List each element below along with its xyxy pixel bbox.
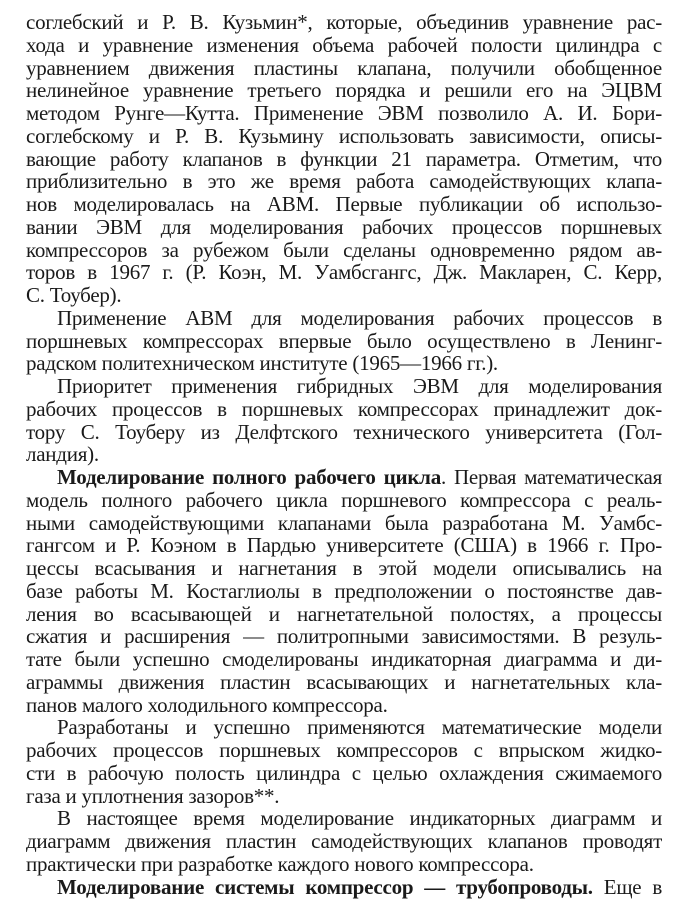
line-text: . Первая математическая (440, 465, 662, 489)
line-text: тате были успешно смоделированы индикаторная диаграмма и ди- (26, 647, 662, 671)
line-text: тору С. Тоуберу из Делфтского технического университета (Гол- (26, 419, 662, 444)
line-text: соглебскому и Р. В. Кузьмину использовать зависимости, описы- (26, 123, 662, 148)
text-line (26, 421, 662, 444)
line-text: поршневых компрессорах впервые было осуществлено в Ленинг- (26, 328, 662, 353)
line-text: нелинейное уравнение третьего порядка и решили его на ЭЦВМ (26, 78, 662, 103)
text-line (26, 671, 662, 694)
line-text: Еще в (592, 874, 662, 899)
text-line (26, 398, 662, 421)
line-text: нов моделировалась на АВМ. Первые публикации об использо- (26, 192, 662, 216)
text-line (26, 352, 662, 375)
line-text: уравнением движения пластины клапана, получили обобщенное (26, 55, 662, 80)
text-line (26, 193, 662, 216)
line-text: ными самодействующими клапанами была разработана М. Уамбс- (26, 510, 662, 535)
line-text: Разработаны и успешно применяются математические модели (57, 715, 662, 740)
text-line (26, 261, 662, 284)
text-line (26, 284, 662, 307)
text-line (26, 625, 662, 648)
text-line (26, 739, 662, 762)
text-line (26, 489, 662, 512)
line-text: Приоритет применения гибридных ЭВМ для моделирования (57, 374, 662, 398)
text-line (26, 694, 662, 717)
text-line (26, 603, 662, 626)
line-text: методом Рунге—Кутта. Применение ЭВМ позволило А. И. Бори- (26, 101, 662, 125)
text-line (26, 102, 662, 125)
line-text: рабочих процессов в поршневых компрессорах принадлежит док- (26, 396, 662, 421)
line-text: сти в рабочую полость цилиндра с целью охлаждения сжимаемого (26, 760, 662, 785)
text-line (26, 170, 662, 193)
line-text: хода и уравнение изменения объема рабочей полости цилиндра с (26, 32, 662, 57)
text-line (26, 853, 662, 876)
document-page (26, 11, 662, 898)
section-heading: Моделирование системы компрессор — трубопроводы. (57, 874, 593, 899)
line-text: рабочих процессов поршневых компрессоров с впрыском жидко- (26, 738, 662, 762)
text-line (26, 648, 662, 671)
text-line (26, 785, 662, 808)
line-text: сжатия и расширения — политропными зависимостями. В резуль- (26, 624, 662, 649)
text-line (26, 11, 662, 34)
line-text: торов в 1967 г. (Р. Коэн, М. Уамбсгангс, Дж. Макларен, С. Керр, (26, 260, 662, 285)
line-text: диаграмм движения пластин самодействующих клапанов проводят (26, 829, 662, 853)
line-text: компрессоров за рубежом были сделаны одновременно рядом ав- (26, 237, 662, 262)
text-line (26, 807, 662, 830)
text-line (26, 216, 662, 239)
text-line (26, 762, 662, 785)
line-text: аграммы движения пластин всасывающих и нагнетательных кла- (26, 669, 662, 694)
text-line (26, 239, 662, 262)
line-text: базе работы М. Костаглиолы в предположении о постоянстве дав- (26, 578, 662, 603)
text-line (26, 466, 662, 489)
text-line (26, 34, 662, 57)
line-text: практически при разработке каждого нового компрессора. (26, 851, 534, 876)
line-text: гангсом и Р. Коэном в Пардью университете (США) в 1966 г. Про- (26, 533, 662, 558)
line-text: Применение АВМ для моделирования рабочих процессов в (57, 305, 662, 330)
text-line (26, 148, 662, 171)
line-text: радском политехническом институте (1965—1966 гг.). (26, 351, 498, 376)
line-text: панов малого холодильного компрессора. (26, 692, 388, 717)
text-line (26, 375, 662, 398)
line-text: соглебский и Р. В. Кузьмин*, которые, объединив уравнение рас- (26, 10, 662, 34)
line-text: ления во всасывающей и нагнетательной полостях, а процессы (26, 601, 662, 626)
line-text: цессы всасывания и нагнетания в этой модели описывались на (26, 556, 662, 580)
line-text: газа и уплотнения зазоров**. (26, 783, 280, 808)
line-text: вании ЭВМ для моделирования рабочих процессов поршневых (26, 214, 662, 239)
line-text: модель полного рабочего цикла поршневого компрессора с реаль- (26, 487, 662, 512)
text-line (26, 330, 662, 353)
line-text: ландия). (26, 442, 99, 467)
text-line (26, 443, 662, 466)
text-line (26, 79, 662, 102)
text-line (26, 125, 662, 148)
text-line (26, 534, 662, 557)
text-line (26, 830, 662, 853)
text-line (26, 716, 662, 739)
text-line (26, 307, 662, 330)
line-text: В настоящее время моделирование индикаторных диаграмм и (57, 806, 662, 831)
text-line (26, 512, 662, 535)
text-line (26, 557, 662, 580)
text-line (26, 876, 662, 899)
section-heading: Моделирование полного рабочего цикла (57, 465, 441, 489)
text-line (26, 580, 662, 603)
line-text: вающие работу клапанов в функции 21 параметра. Отметим, что (26, 146, 662, 171)
text-line (26, 57, 662, 80)
line-text: С. Тоубер). (26, 283, 122, 307)
line-text: приблизительно в это же время работа самодействующих клапа- (26, 169, 662, 194)
